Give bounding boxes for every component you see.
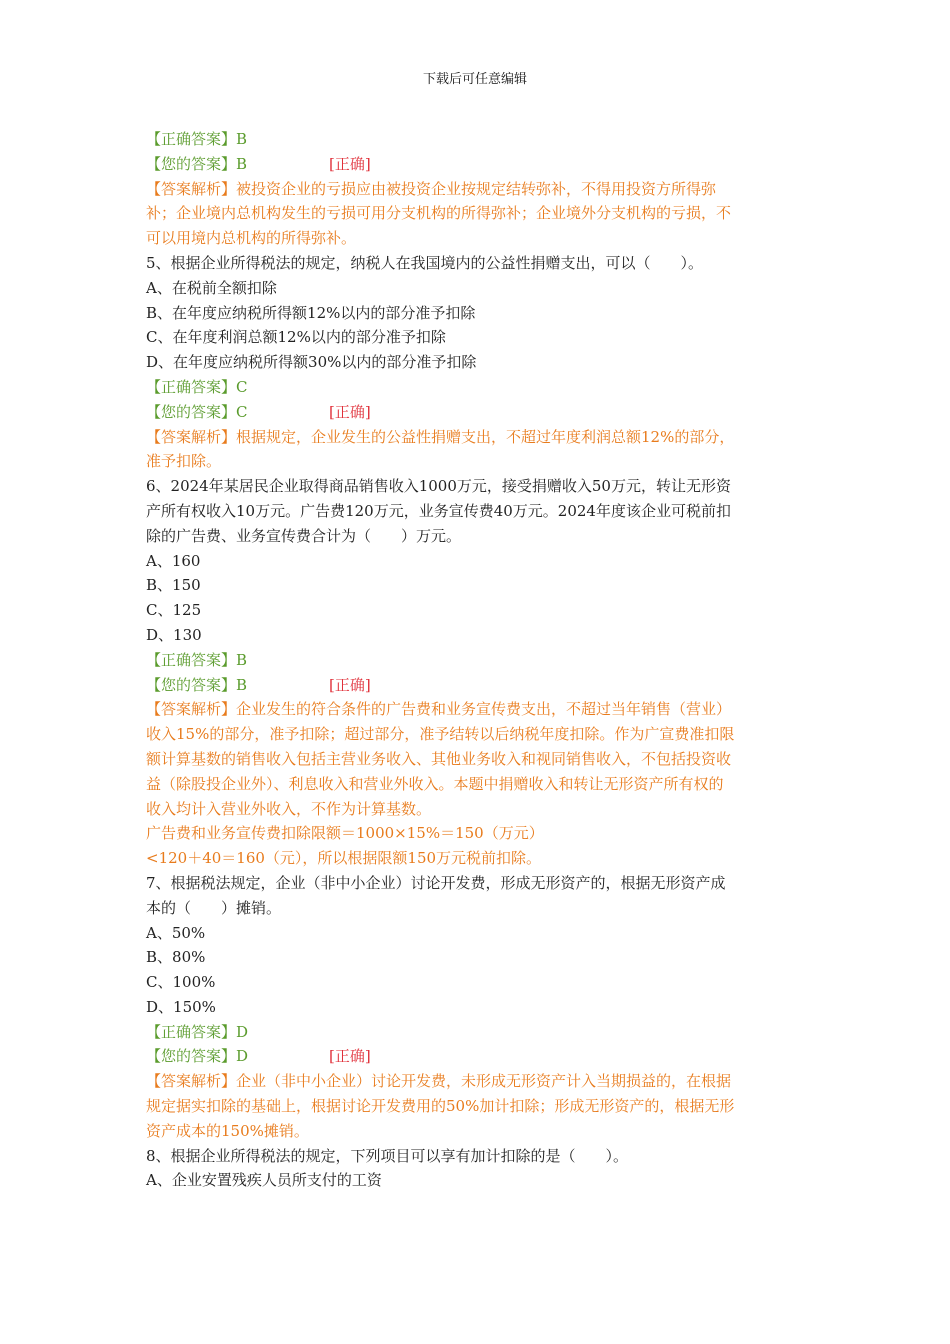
correct-answer: 【正确答案】C — [146, 377, 248, 396]
analysis-line: 可以用境内总机构的所得弥补。 — [146, 229, 357, 248]
correct-answer: 【正确答案】B — [146, 130, 248, 148]
result-mark: [正确] — [329, 402, 371, 421]
question-text: 6、2024年某居民企业取得商品销售收入1000万元，接受捐赠收入50万元，转让无形资 — [146, 477, 731, 496]
your-answer-row — [146, 1044, 806, 1069]
result-mark: [正确] — [329, 1047, 371, 1066]
your-answer: 【您的答案】B — [146, 675, 248, 694]
question-text: 本的（ ）摊销。 — [146, 898, 282, 917]
option-a: A、160 — [146, 551, 201, 570]
document-body — [146, 127, 806, 1193]
analysis-line: 收入均计入营业外收入，不作为计算基数。 — [146, 799, 432, 818]
option-d: D、150% — [146, 997, 216, 1016]
your-answer: 【您的答案】C — [146, 402, 248, 421]
question-text: 5、根据企业所得税法的规定，纳税人在我国境内的公益性捐赠支出，可以（ ）。 — [146, 253, 704, 272]
analysis-line: <120＋40＝160（元），所以根据限额150万元税前扣除。 — [146, 849, 542, 868]
question-block — [146, 1144, 806, 1194]
analysis-line: 规定据实扣除的基础上，根据讨论开发费用的50%加计扣除；形成无形资产的，根据无形 — [146, 1097, 735, 1116]
analysis-line: 准予扣除。 — [146, 452, 222, 471]
correct-answer: 【正确答案】D — [146, 1022, 249, 1041]
analysis-line: 益（除股投企业外）、利息收入和营业外收入。本题中捐赠收入和转让无形资产所有权的 — [146, 774, 724, 793]
result-mark: [正确] — [329, 675, 371, 694]
analysis-line: 资产成本的150%摊销。 — [146, 1121, 309, 1140]
your-answer-row — [146, 400, 806, 425]
option-b: B、在年度应纳税所得额12%以内的部分准予扣除 — [146, 303, 476, 322]
option-c: C、100% — [146, 973, 216, 992]
analysis-line: 收入15%的部分，准予扣除；超过部分，准予结转以后纳税年度扣除。作为广宣费准扣限 — [146, 725, 735, 744]
option-b: B、80% — [146, 948, 206, 967]
analysis-line: 额计算基数的销售收入包括主营业务收入、其他业务收入和视同销售收入，不包括投资收 — [146, 749, 732, 768]
option-a: A、在税前全额扣除 — [146, 278, 277, 297]
analysis-line: 【答案解析】企业发生的符合条件的广告费和业务宣传费支出，不超过当年销售（营业） — [146, 700, 732, 719]
question-block — [146, 251, 806, 474]
option-b: B、150 — [146, 576, 201, 595]
option-d: D、在年度应纳税所得额30%以内的部分准予扣除 — [146, 353, 477, 372]
your-answer: 【您的答案】B — [146, 154, 248, 173]
your-answer-row — [146, 152, 806, 177]
analysis-line: 补；企业境内总机构发生的亏损可用分支机构的所得弥补；企业境外分支机构的亏损，不 — [146, 204, 732, 223]
your-answer-row — [146, 673, 806, 698]
option-a: A、企业安置残疾人员所支付的工资 — [146, 1171, 382, 1190]
page-header: 下载后可任意编辑 — [422, 72, 527, 87]
option-c: C、在年度利润总额12%以内的部分准予扣除 — [146, 328, 446, 347]
question-text: 产所有权收入10万元。广告费120万元，业务宣传费40万元。2024年度该企业可税前扣 — [146, 501, 731, 520]
question-block — [146, 474, 806, 871]
question-text: 除的广告费、业务宣传费合计为（ ）万元。 — [146, 526, 462, 545]
your-answer: 【您的答案】D — [146, 1047, 249, 1066]
result-mark: [正确] — [329, 154, 371, 173]
question-text: 8、根据企业所得税法的规定，下列项目可以享有加计扣除的是（ ）。 — [146, 1146, 629, 1165]
option-d: D、130 — [146, 625, 202, 644]
answer-block — [146, 127, 806, 251]
analysis-line: 【答案解析】企业（非中小企业）讨论开发费，未形成无形资产计入当期损益的，在根据 — [146, 1072, 732, 1091]
question-block — [146, 871, 806, 1144]
analysis-line: 【答案解析】根据规定，企业发生的公益性捐赠支出，不超过年度利润总额12%的部分， — [146, 427, 735, 446]
analysis-line: 【答案解析】被投资企业的亏损应由被投资企业按规定结转弥补，不得用投资方所得弥 — [146, 179, 717, 198]
question-text: 7、根据税法规定，企业（非中小企业）讨论开发费，形成无形资产的，根据无形资产成 — [146, 873, 726, 892]
option-a: A、50% — [146, 923, 206, 942]
correct-answer: 【正确答案】B — [146, 650, 248, 669]
option-c: C、125 — [146, 601, 202, 620]
analysis-line: 广告费和业务宣传费扣除限额＝1000×15%＝150（万元） — [146, 824, 544, 843]
